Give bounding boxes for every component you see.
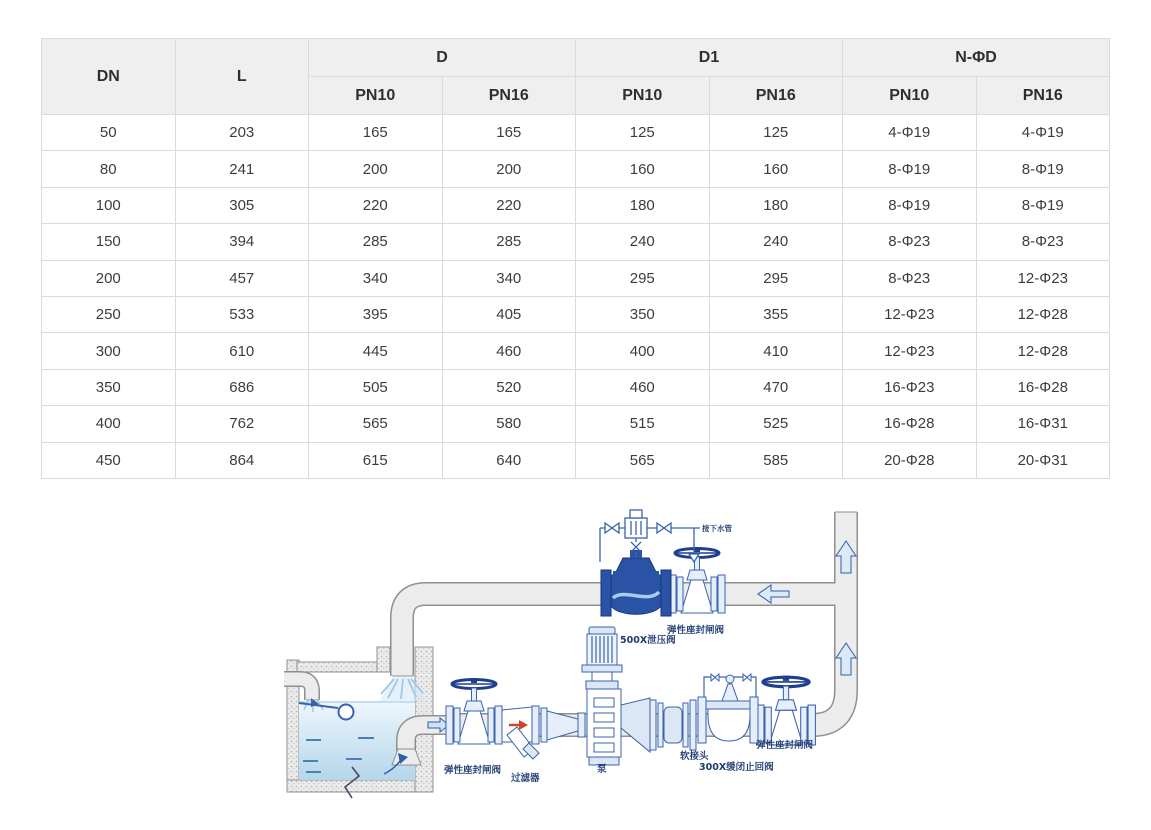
relief-valve-500x (601, 550, 671, 616)
col-header-n-phi-d: N-ΦD (843, 39, 1110, 77)
table-cell: 16-Φ28 (843, 406, 977, 442)
table-cell: 460 (576, 369, 710, 405)
table-row (42, 260, 1110, 296)
table-cell: 20-Φ31 (976, 442, 1110, 478)
label-check-valve: 300X缓闭止回阀 (699, 762, 774, 773)
table-row (42, 406, 1110, 442)
table-cell: 394 (175, 224, 309, 260)
table-cell: 8-Φ19 (843, 187, 977, 223)
table-row (42, 442, 1110, 478)
label-gate-valve-outlet: 弹性座封闸阀 (756, 740, 814, 751)
table-cell: 460 (442, 333, 576, 369)
table-cell: 180 (709, 187, 843, 223)
table-cell: 180 (576, 187, 710, 223)
col-header-d-pn10: PN10 (309, 77, 443, 115)
table-cell: 610 (175, 333, 309, 369)
table-row (42, 369, 1110, 405)
table-cell: 16-Φ28 (976, 369, 1110, 405)
table-cell: 285 (309, 224, 443, 260)
label-flexible-joint: 软接头 (680, 751, 709, 762)
table-cell: 285 (442, 224, 576, 260)
table-row (42, 333, 1110, 369)
gate-valve-inlet (446, 678, 502, 744)
table-cell: 160 (709, 151, 843, 187)
table-cell: 200 (309, 151, 443, 187)
table-cell: 12-Φ28 (976, 296, 1110, 332)
table-cell: 470 (709, 369, 843, 405)
table-cell: 125 (709, 115, 843, 151)
table-cell: 165 (442, 115, 576, 151)
label-drain-pipe: 接下水管 (702, 524, 732, 533)
table-cell: 241 (175, 151, 309, 187)
table-cell: 100 (42, 187, 176, 223)
table-cell: 295 (576, 260, 710, 296)
table-cell: 50 (42, 115, 176, 151)
table-cell: 300 (42, 333, 176, 369)
table-cell: 295 (709, 260, 843, 296)
table-cell: 450 (42, 442, 176, 478)
table-cell: 8-Φ23 (843, 260, 977, 296)
table-cell: 580 (442, 406, 576, 442)
table-cell: 12-Φ23 (843, 333, 977, 369)
table-head (42, 39, 1110, 115)
table-row (42, 296, 1110, 332)
table-cell: 4-Φ19 (843, 115, 977, 151)
col-header-d1-pn10: PN10 (576, 77, 710, 115)
table-cell: 686 (175, 369, 309, 405)
table-cell: 4-Φ19 (976, 115, 1110, 151)
col-header-dn: DN (42, 39, 176, 115)
piping (284, 512, 857, 725)
installation-diagram (275, 500, 875, 830)
table-cell: 12-Φ28 (976, 333, 1110, 369)
col-header-d: D (309, 39, 576, 77)
table-cell: 525 (709, 406, 843, 442)
table-cell: 565 (576, 442, 710, 478)
table-row (42, 224, 1110, 260)
table-cell: 8-Φ19 (976, 187, 1110, 223)
col-header-l: L (175, 39, 309, 115)
riser-pipe (804, 512, 846, 725)
dimension-table (41, 38, 1110, 479)
table-cell: 305 (175, 187, 309, 223)
label-gate-valve-top: 弹性座封闸阀 (667, 625, 725, 636)
table-cell: 864 (175, 442, 309, 478)
label-relief-valve: 500X泄压阀 (620, 635, 676, 646)
table-cell: 515 (576, 406, 710, 442)
table-row (42, 187, 1110, 223)
pilot-circuit (600, 510, 700, 562)
table-cell: 16-Φ23 (843, 369, 977, 405)
table-cell: 762 (175, 406, 309, 442)
table-cell: 12-Φ23 (843, 296, 977, 332)
table-cell: 585 (709, 442, 843, 478)
table-cell: 240 (709, 224, 843, 260)
col-header-nphid-pn16: PN16 (976, 77, 1110, 115)
table-cell: 350 (42, 369, 176, 405)
table-cell: 405 (442, 296, 576, 332)
table-cell: 200 (42, 260, 176, 296)
table-cell: 8-Φ23 (843, 224, 977, 260)
table-cell: 457 (175, 260, 309, 296)
table-cell: 150 (42, 224, 176, 260)
table-cell: 165 (309, 115, 443, 151)
pump-outlet-cone (621, 698, 650, 752)
gate-valve-outlet (757, 676, 816, 745)
table-row (42, 151, 1110, 187)
table-cell: 8-Φ23 (976, 224, 1110, 260)
table-cell: 340 (309, 260, 443, 296)
table-cell: 240 (576, 224, 710, 260)
table-cell: 220 (309, 187, 443, 223)
table-cell: 533 (175, 296, 309, 332)
label-strainer: 过滤器 (511, 773, 540, 784)
table-cell: 445 (309, 333, 443, 369)
col-header-d1-pn16: PN16 (709, 77, 843, 115)
table-cell: 203 (175, 115, 309, 151)
table-body (42, 115, 1110, 479)
table-cell: 340 (442, 260, 576, 296)
table-cell: 355 (709, 296, 843, 332)
table-cell: 8-Φ19 (976, 151, 1110, 187)
vertical-pump (582, 627, 650, 765)
table-cell: 12-Φ23 (976, 260, 1110, 296)
label-gate-valve-inlet: 弹性座封闸阀 (444, 765, 502, 776)
table-cell: 615 (309, 442, 443, 478)
table-cell: 8-Φ19 (843, 151, 977, 187)
table-cell: 20-Φ28 (843, 442, 977, 478)
table-cell: 220 (442, 187, 576, 223)
table-cell: 400 (42, 406, 176, 442)
table-cell: 565 (309, 406, 443, 442)
table-cell: 250 (42, 296, 176, 332)
table-cell: 125 (576, 115, 710, 151)
table-row (42, 115, 1110, 151)
table-cell: 200 (442, 151, 576, 187)
table-cell: 395 (309, 296, 443, 332)
table-cell: 520 (442, 369, 576, 405)
table-cell: 80 (42, 151, 176, 187)
col-header-d-pn16: PN16 (442, 77, 576, 115)
table-cell: 350 (576, 296, 710, 332)
table-cell: 160 (576, 151, 710, 187)
table-cell: 400 (576, 333, 710, 369)
table-cell: 505 (309, 369, 443, 405)
label-pump: 泵 (597, 764, 607, 775)
col-header-nphid-pn10: PN10 (843, 77, 977, 115)
table-cell: 16-Φ31 (976, 406, 1110, 442)
table-cell: 410 (709, 333, 843, 369)
table-cell: 640 (442, 442, 576, 478)
col-header-d1: D1 (576, 39, 843, 77)
